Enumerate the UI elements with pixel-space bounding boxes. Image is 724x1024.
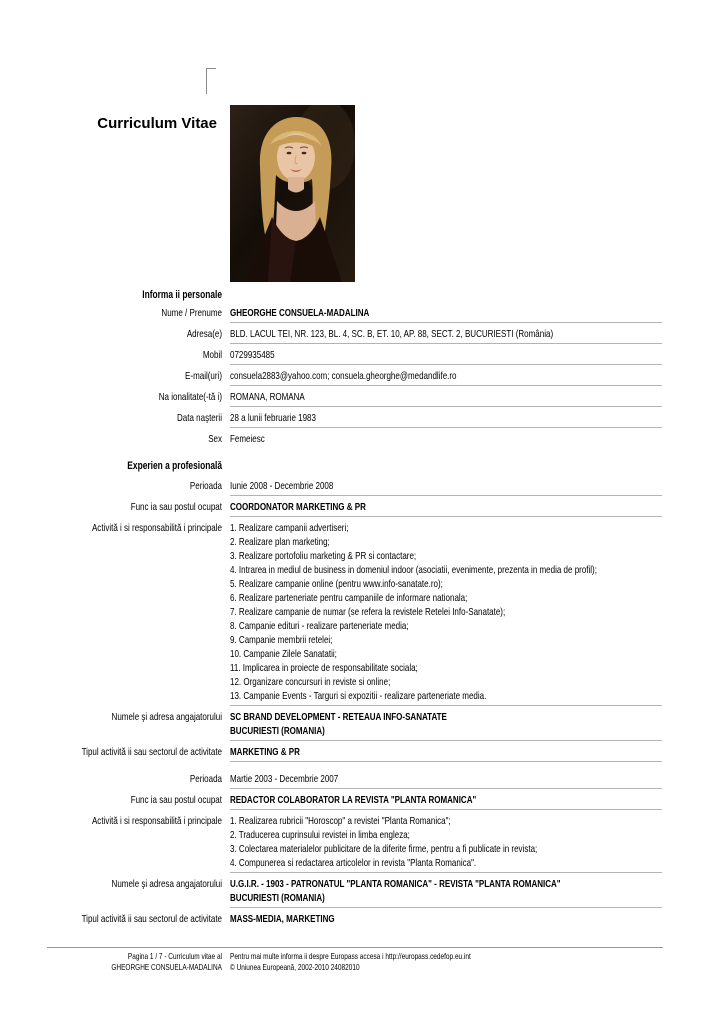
portrait-photo [230, 105, 355, 282]
value-line: BLD. LACUL TEI, NR. 123, BL. 4, SC. B, ET. 10, AP. 88, SECT. 2, BUCURIESTI (România) [230, 328, 554, 340]
value-cell [230, 710, 662, 741]
footer-name-line: GHEORGHE CONSUELA-MADALINA [111, 961, 222, 972]
field-label: Numele şi adresa angajatorului [111, 878, 222, 890]
value-line: 2. Traducerea cuprinsului revistei in limba engleza; [230, 829, 410, 841]
value-cell [230, 500, 662, 517]
cv-rows [47, 288, 663, 933]
row-data-na-terii [47, 411, 663, 432]
value-line: 4. Compunerea si redactarea articolelor in revista "Planta Romanica". [230, 857, 477, 869]
label-cell [47, 479, 222, 493]
field-value [230, 348, 662, 362]
value-line: 8. Campanie edituri - realizare parteneriate media; [230, 620, 409, 632]
row-nume-prenume [47, 306, 663, 327]
row-numele-i-adresa-angajatorului [47, 710, 663, 745]
footer-page-info [42, 951, 222, 972]
value-cell [230, 793, 662, 810]
value-line: SC BRAND DEVELOPMENT - RETEAUA INFO-SANATATE [230, 711, 447, 723]
section-experien-a-profesional [47, 459, 663, 473]
field-label: Adresa(e) [186, 328, 222, 340]
value-line: Femeiesc [230, 433, 265, 445]
field-label: Tipul activită ii sau sectorul de activitate [81, 913, 222, 925]
value-cell [230, 411, 662, 428]
field-label: E-mail(uri) [185, 370, 222, 382]
value-cell [230, 432, 662, 449]
label-cell [47, 745, 222, 759]
field-value [230, 877, 662, 905]
label-cell [47, 877, 222, 891]
field-value [230, 432, 662, 446]
value-line: 13. Campanie Events - Targuri si expozitii - realizare parteneriate media. [230, 690, 487, 702]
value-line: 28 a lunii februarie 1983 [230, 412, 316, 424]
label-cell [47, 432, 222, 446]
value-line: 5. Realizare campanie online (pentru www.info-sanatate.ro); [230, 578, 443, 590]
value-line: 1. Realizare campanii advertiseri; [230, 522, 349, 534]
row-activit-i-si-responsabilit-i-principale [47, 814, 663, 877]
field-label: Nume / Prenume [161, 307, 222, 319]
footer-page-line: Pagina 1 / 7 - Curriculum vitae al [127, 951, 222, 961]
field-label: Mobil [202, 349, 222, 361]
value-line: 1. Realizarea rubricii "Horoscop" a revistei "Planta Romanica"; [230, 815, 451, 827]
row-sex [47, 432, 663, 453]
label-cell [47, 327, 222, 341]
label-cell [47, 459, 222, 473]
value-line: 3. Colectarea materialelor publicitare de la diferite firme, pentru a fi publicate in revista; [230, 843, 538, 855]
label-cell [47, 814, 222, 828]
field-value [230, 369, 662, 383]
field-label: Tipul activită ii sau sectorul de activitate [81, 746, 222, 758]
value-line: MASS-MEDIA, MARKETING [230, 913, 335, 925]
cv-content [47, 105, 663, 933]
value-line: BUCURIESTI (ROMANIA) [230, 892, 325, 904]
row-na-ionalitate-t-i [47, 390, 663, 411]
value-cell [230, 306, 662, 323]
section-informa-ii-personale [47, 288, 663, 302]
value-line: 7. Realizare campanie de numar (se refera la revistele Retelei Info-Sanatate); [230, 606, 506, 618]
title-row [47, 105, 663, 282]
value-cell [230, 521, 662, 706]
value-line: REDACTOR COLABORATOR LA REVISTA "PLANTA ROMANICA" [230, 794, 477, 806]
field-label: Activită i si responsabilită i principale [91, 522, 222, 534]
page-footer [47, 947, 663, 972]
label-cell [47, 411, 222, 425]
value-line: 3. Realizare portofoliu marketing & PR si contactare; [230, 550, 417, 562]
label-cell [47, 793, 222, 807]
field-value [230, 912, 662, 926]
field-label: Activită i si responsabilită i principale [91, 815, 222, 827]
table-corner-mark [206, 68, 216, 94]
value-cell [230, 772, 662, 789]
row-e-mail-uri [47, 369, 663, 390]
value-line: BUCURIESTI (ROMANIA) [230, 725, 325, 737]
value-line: 4. Intrarea in mediul de business in domeniul indoor (asociatii, evenimente, prezenta in media de profil); [230, 564, 597, 576]
field-label: Func ia sau postul ocupat [130, 501, 222, 513]
value-cell [230, 814, 662, 873]
field-value [230, 745, 662, 759]
page-title: Curriculum Vitae [97, 115, 217, 132]
field-label: Na ionalitate(-tă i) [158, 391, 222, 403]
section-title: Informa ii personale [142, 289, 222, 301]
section-title: Experien a profesională [127, 460, 222, 472]
row-func-ia-sau-postul-ocupat [47, 500, 663, 521]
row-perioada [47, 479, 663, 500]
field-value [230, 411, 662, 425]
value-cell [230, 912, 662, 929]
field-label: Perioada [189, 480, 222, 492]
value-line: U.G.I.R. - 1903 - PATRONATUL "PLANTA ROMANICA" - REVISTA "PLANTA ROMANICA" [230, 878, 561, 890]
value-line: 2. Realizare plan marketing; [230, 536, 330, 548]
value-line: 10. Campanie Zilele Sanatatii; [230, 648, 337, 660]
footer-right-cell [230, 951, 662, 972]
row-tipul-activit-ii-sau-sectorul-de-activitate [47, 912, 663, 933]
field-value [230, 521, 662, 703]
value-line: 9. Campanie membrii retelei; [230, 634, 333, 646]
row-activit-i-si-responsabilit-i-principale [47, 521, 663, 710]
value-line: 0729935485 [230, 349, 275, 361]
field-value [230, 500, 662, 514]
value-line: MARKETING & PR [230, 746, 300, 758]
footer-left-cell [47, 951, 222, 972]
value-line: 6. Realizare parteneriate pentru campaniile de informare nationala; [230, 592, 468, 604]
value-cell [230, 745, 662, 762]
field-value [230, 306, 662, 320]
label-cell [47, 912, 222, 926]
row-adresa-e [47, 327, 663, 348]
field-label: Func ia sau postul ocupat [130, 794, 222, 806]
label-cell [47, 772, 222, 786]
row-tipul-activit-ii-sau-sectorul-de-activitate [47, 745, 663, 766]
label-cell [47, 521, 222, 535]
label-cell [47, 288, 222, 302]
field-label: Sex [208, 433, 222, 445]
value-line: Iunie 2008 - Decembrie 2008 [230, 480, 334, 492]
footer-info-line: Pentru mai multe informa ii despre Europass accesa i http://europass.cedefop.eu.int [230, 951, 471, 961]
field-value [230, 710, 662, 738]
row-func-ia-sau-postul-ocupat [47, 793, 663, 814]
footer-europass-info [230, 951, 662, 972]
value-cell [230, 479, 662, 496]
field-value [230, 327, 662, 341]
field-label: Data naşterii [177, 412, 222, 424]
value-line: ROMANA, ROMANA [230, 391, 305, 403]
value-cell [230, 877, 662, 908]
value-cell [230, 369, 662, 386]
value-line: COORDONATOR MARKETING & PR [230, 501, 366, 513]
label-cell [47, 710, 222, 724]
field-label: Perioada [189, 773, 222, 785]
field-label: Numele şi adresa angajatorului [111, 711, 222, 723]
row-mobil [47, 348, 663, 369]
value-line: Martie 2003 - Decembrie 2007 [230, 773, 339, 785]
value-line: consuela2883@yahoo.com; consuela.gheorghe@medandlife.ro [230, 370, 457, 382]
value-cell [230, 348, 662, 365]
footer-copyright-line: © Uniunea Europeană, 2002-2010 24082010 [230, 961, 360, 972]
field-value [230, 793, 662, 807]
value-line: 11. Implicarea in proiecte de responsabilitate sociala; [230, 662, 418, 674]
label-cell [47, 500, 222, 514]
value-cell [230, 390, 662, 407]
value-line: 12. Organizare concursuri in reviste si online; [230, 676, 391, 688]
title-cell [47, 105, 222, 133]
portrait-photo-image [230, 105, 355, 282]
row-perioada [47, 772, 663, 793]
value-cell [230, 327, 662, 344]
label-cell [47, 306, 222, 320]
value-line: GHEORGHE CONSUELA-MADALINA [230, 307, 370, 319]
field-value [230, 772, 662, 786]
field-value [230, 814, 662, 870]
label-cell [47, 369, 222, 383]
row-numele-i-adresa-angajatorului [47, 877, 663, 912]
field-value [230, 390, 662, 404]
label-cell [47, 390, 222, 404]
field-value [230, 479, 662, 493]
label-cell [47, 348, 222, 362]
